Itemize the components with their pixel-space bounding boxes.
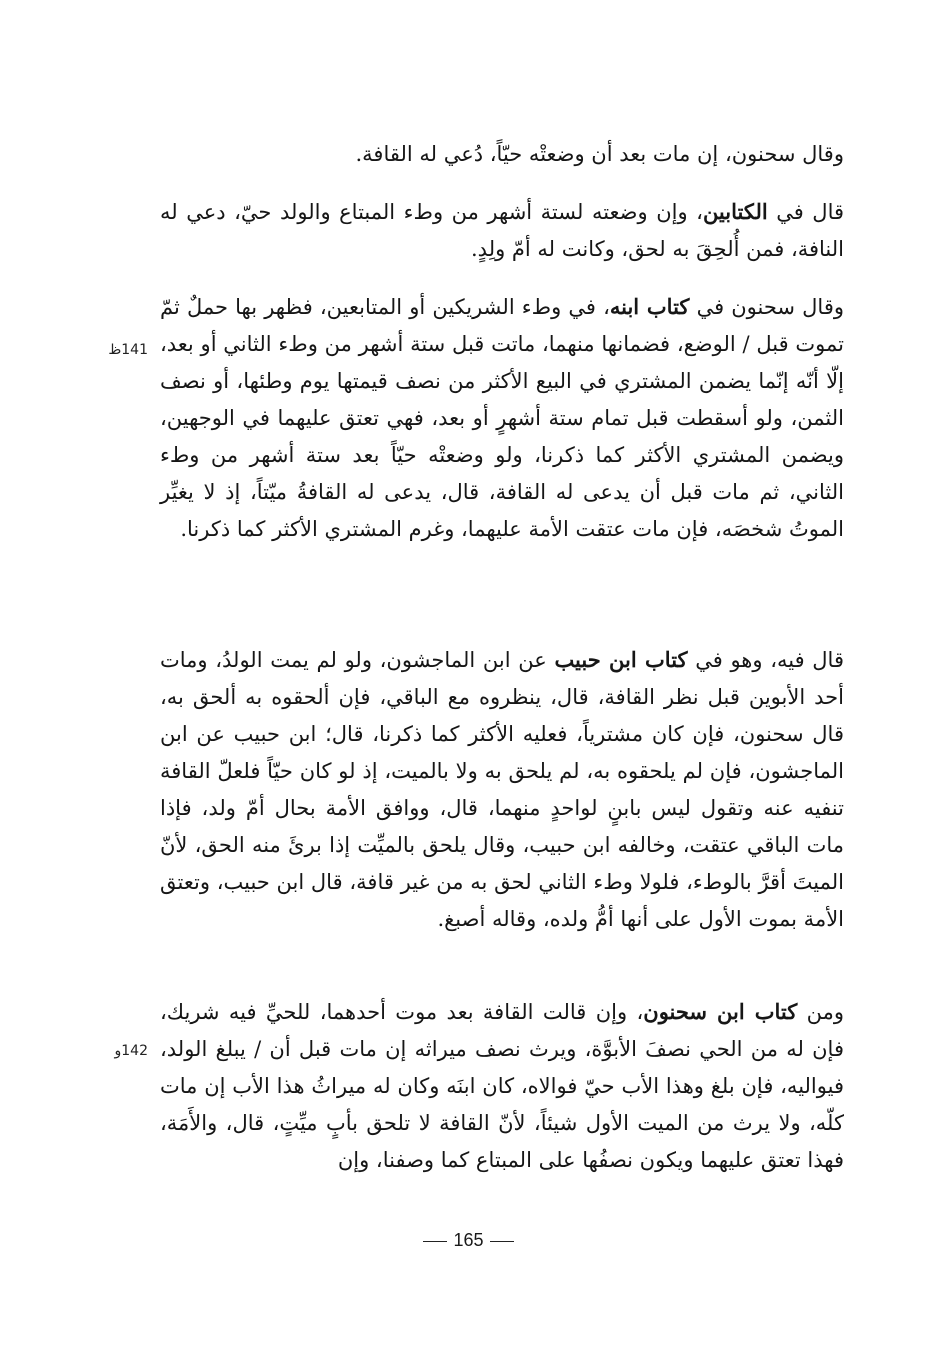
paragraph-5-book-title: كتاب ابن سحنون	[643, 999, 798, 1024]
paragraph-5	[160, 993, 844, 1179]
paragraph-3	[160, 288, 844, 548]
paragraph-1	[160, 136, 844, 173]
paragraph-4-book-title: كتاب ابن حبيب	[554, 647, 688, 672]
paragraph-4	[160, 641, 844, 938]
page-number	[0, 1230, 937, 1251]
paragraph-5-text-b: ، وإن قالت القافة بعد موت أحدهما، للحيِّ فيه شريك، فإن له من الحي نصفَ الأبوَّة، ويرث نصف ميراثه إن مات قبل أن / يبلغ الولد، فيواليه، فإن بلغ وهذا الأب حيّ فوالاه، كان ابنَه وكان له ميراثُ هذا الأب إن مات كلّه، ولا يرث من الميت الأول شيئاً، لأنّ القافة لا تلحق بأبٍ ميِّتٍ، قال، والأَمَة، فهذا تعتق عليهما ويكون نصفُها على المبتاع كما وصفنا، وإن	[160, 1000, 844, 1172]
paragraph-2-text-b: ، وإن وضعته لستة أشهر من وطء المبتاع والولد حيّ، دعي له النافة، فمن أُلحِقَ به لحق، وكانت له أمّ ولِدٍ.	[160, 200, 844, 261]
margin-folio-note-141: 141ظ	[108, 342, 148, 358]
paragraph-4-text-a: قال فيه، وهو في	[687, 648, 844, 672]
paragraph-5-text-a: ومن	[797, 1000, 844, 1024]
margin-folio-note-142: 142و	[114, 1043, 148, 1059]
paragraph-2-text-a: قال في	[767, 200, 845, 224]
paragraph-1-text: وقال سحنون، إن مات بعد أن وضعتْه حيّاً، دُعي له القافة.	[355, 142, 844, 166]
page-number-dash-left	[423, 1241, 447, 1242]
paragraph-3-book-title: كتاب ابنه	[609, 294, 690, 319]
paragraph-2	[160, 193, 844, 268]
paragraph-3-text-b: ، في وطء الشريكين أو المتابعين، فظهر بها حملٌ ثمّ تموت قبل / الوضع، فضمانها منهما، ماتت قبل ستة أشهر من وطء الثاني أو بعد، إلّا أنّه إنّما يضمن المشتري في البيع الأكثر من نصف قيمتها يوم وطئها، أو نصف الثمن، ولو أسقطت قبل تمام ستة أشهرٍ أو بعد، فهي تعتق عليهما في الوجهين، ويضمن المشتري الأكثر كما ذكرنا، ولو وضعتْه حيّاً بعد ستة أشهر من وطء الثاني، ثم مات قبل أن يدعى له القافة، قال، يدعى له القافةُ ميّتاً، إذ لا يغيِّر الموتُ شخصَه، فإن مات عتقت الأمة عليهما، وغرم المشتري الأكثر كما ذكرنا.	[160, 295, 844, 541]
paragraph-4-text-b: عن ابن الماجشون، ولو لم يمت الولدُ، ومات أحد الأبوين قبل نظر القافة، قال، ينظروه مع الباقي، فإن ألحقوه به ألحق به، قال سحنون، فإن كان مشترياً، فعليه الأكثر كما ذكرنا، قال؛ ابن حبيب عن ابن الماجشون، فإن لم يلحقوه به، لم يلحق به ولا بالميت، إذ لو كان حيّاً فلعلّ القافة تنفيه عنه وتقول ليس بابنٍ لواحدٍ منهما، قال، ووافق الأمة بحال أمّ ولد، فإذا مات الباقي عتقت، وخالفه ابن حبيب، وقال يلحق بالميِّت إذا برئَ منه الحق، لأنّ الميتَ أقرَّ بالوطء، فلولا وطء الثاني لحق به من غير قافة، قال ابن حبيب، وتعتق الأمة بموت الأول على أنها أمُّ ولده، وقاله أصبغ.	[160, 648, 844, 931]
page-number-dash-right	[490, 1241, 514, 1242]
page-number-value: 165	[453, 1230, 484, 1250]
paragraph-3-text-a: وقال سحنون في	[689, 295, 844, 319]
paragraph-2-book-title: الكتابين	[702, 199, 768, 224]
